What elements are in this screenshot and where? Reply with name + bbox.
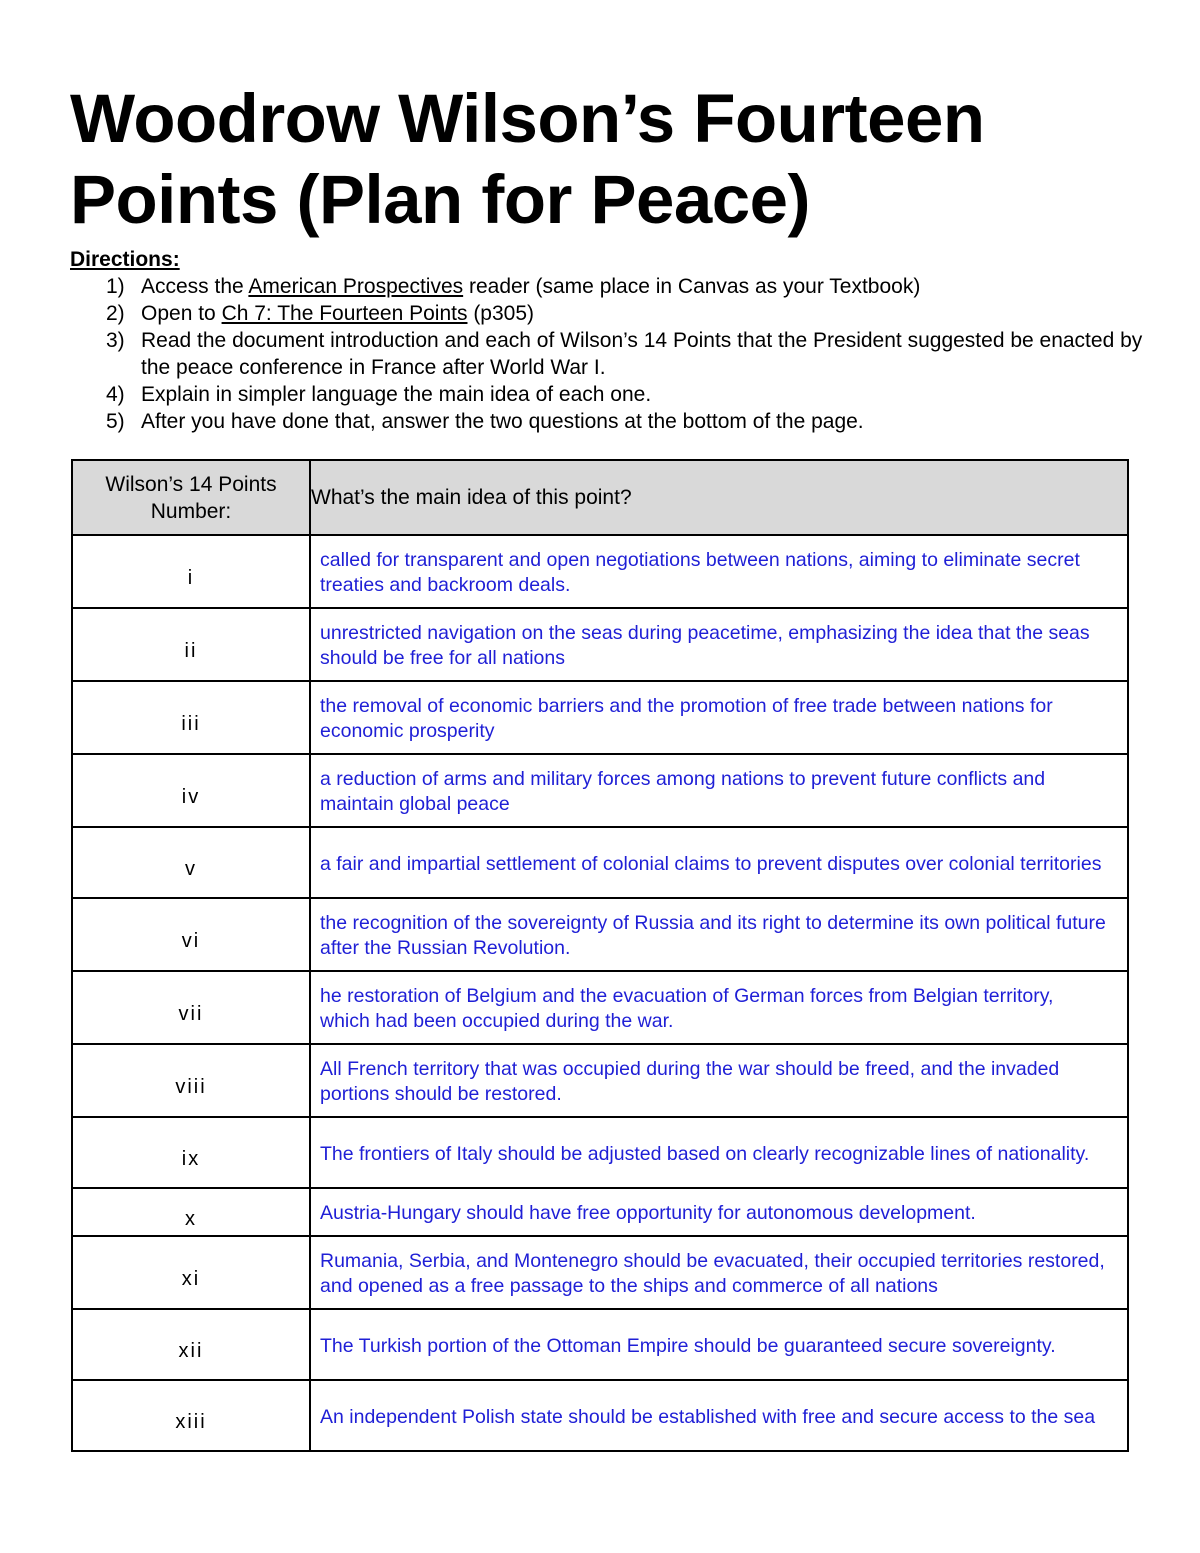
point-main-idea[interactable]: All French territory that was occupied during the war should be freed, and the invaded portions should be restored.: [310, 1044, 1128, 1117]
step-number: 2): [106, 302, 125, 325]
direction-step-2: [70, 300, 1150, 327]
table-row: [72, 681, 1128, 754]
step-text: Access the: [141, 275, 249, 298]
point-main-idea[interactable]: An independent Polish state should be established with free and secure access to the sea: [310, 1380, 1128, 1451]
point-main-idea[interactable]: The frontiers of Italy should be adjusted based on clearly recognizable lines of nationality.: [310, 1117, 1128, 1188]
page-title: [70, 78, 1150, 240]
step-number: 3): [106, 329, 125, 352]
table-row: [72, 535, 1128, 608]
point-number: xiii: [72, 1380, 310, 1451]
fourteen-points-chapter-link[interactable]: Ch 7: The Fourteen Points: [221, 302, 468, 325]
direction-step-4: [70, 381, 1150, 408]
point-number: x: [72, 1188, 310, 1236]
point-number: vii: [72, 971, 310, 1044]
point-main-idea[interactable]: the recognition of the sovereignty of Russia and its right to determine its own political future after the Russian Revolution.: [310, 898, 1128, 971]
directions-label: Directions:: [70, 248, 180, 271]
table-row: [72, 971, 1128, 1044]
table-row: [72, 898, 1128, 971]
step-text: After you have done that, answer the two questions at the bottom of the page.: [141, 410, 864, 433]
direction-step-3: [70, 327, 1150, 381]
point-main-idea[interactable]: Rumania, Serbia, and Montenegro should be evacuated, their occupied territories restored, and opened as a free passage to the ships and commerce of all nations: [310, 1236, 1128, 1309]
step-text: reader (same place in Canvas as your Textbook): [463, 275, 921, 298]
table-row: [72, 1117, 1128, 1188]
page-title-line-1: Woodrow Wilson’s Fourteen: [70, 80, 985, 157]
table-header-row: [72, 460, 1128, 535]
table-row: [72, 754, 1128, 827]
point-number: ii: [72, 608, 310, 681]
point-number: vi: [72, 898, 310, 971]
point-number: xi: [72, 1236, 310, 1309]
point-main-idea[interactable]: Austria-Hungary should have free opportunity for autonomous development.: [310, 1188, 1128, 1236]
point-main-idea[interactable]: the removal of economic barriers and the promotion of free trade between nations for economic prosperity: [310, 681, 1128, 754]
point-number: iii: [72, 681, 310, 754]
step-number: 1): [106, 275, 125, 298]
point-main-idea[interactable]: he restoration of Belgium and the evacuation of German forces from Belgian territory, which had been occupied during the war.: [310, 971, 1128, 1044]
step-text: Open to: [141, 302, 222, 325]
table-row: [72, 608, 1128, 681]
point-number: ix: [72, 1117, 310, 1188]
directions-section: [70, 246, 1150, 435]
step-number: 4): [106, 383, 125, 406]
table-row: [72, 1309, 1128, 1380]
table-row: [72, 1380, 1128, 1451]
point-number: xii: [72, 1309, 310, 1380]
fourteen-points-table: [71, 459, 1129, 1452]
point-number: i: [72, 535, 310, 608]
point-number: iv: [72, 754, 310, 827]
table-row: [72, 1044, 1128, 1117]
point-main-idea[interactable]: The Turkish portion of the Ottoman Empire should be guaranteed secure sovereignty.: [310, 1309, 1128, 1380]
direction-step-5: [70, 408, 1150, 435]
directions-list: [70, 273, 1150, 435]
table-row: [72, 1188, 1128, 1236]
point-main-idea[interactable]: called for transparent and open negotiations between nations, aiming to eliminate secret treaties and backroom deals.: [310, 535, 1128, 608]
step-text: Explain in simpler language the main idea of each one.: [141, 383, 652, 406]
table-row: [72, 827, 1128, 898]
direction-step-1: [70, 273, 1150, 300]
page-title-line-2: Points (Plan for Peace): [70, 161, 811, 238]
step-number: 5): [106, 410, 125, 433]
point-main-idea[interactable]: a fair and impartial settlement of colonial claims to prevent disputes over colonial territories: [310, 827, 1128, 898]
table-row: [72, 1236, 1128, 1309]
header-number: Wilson’s 14 Points Number:: [72, 460, 310, 535]
point-number: viii: [72, 1044, 310, 1117]
american-prospectives-link[interactable]: American Prospectives: [248, 275, 464, 298]
point-number: v: [72, 827, 310, 898]
point-main-idea[interactable]: unrestricted navigation on the seas during peacetime, emphasizing the idea that the seas should be free for all nations: [310, 608, 1128, 681]
step-text: Read the document introduction and each of Wilson’s 14 Points that the President suggested be enacted by the peace conference in France after World War I.: [141, 329, 1143, 379]
header-main-idea: What’s the main idea of this point?: [310, 460, 1128, 535]
point-main-idea[interactable]: a reduction of arms and military forces among nations to prevent future conflicts and maintain global peace: [310, 754, 1128, 827]
step-text: (p305): [467, 302, 535, 325]
